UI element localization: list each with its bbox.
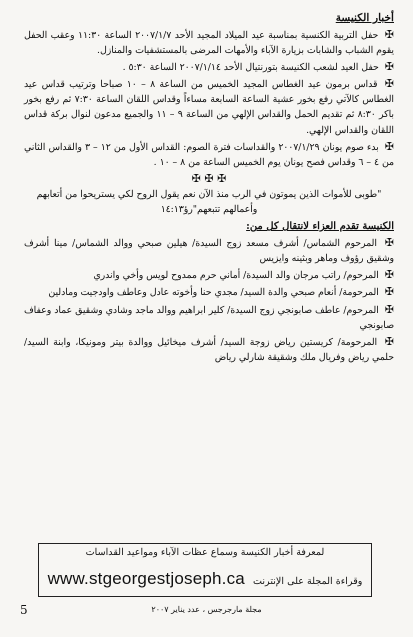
section-title: أخبار الكنيسة (335, 12, 394, 24)
condolence-text: المرحومة/ أنعام صبحي والدة السيد/ مجدي حنا وأخوته عادل وعاطف واودجيت ومادلين (48, 287, 379, 299)
condolence-item-2 (24, 268, 394, 283)
condolence-item-1 (24, 236, 394, 266)
condolence-text: المرحوم/ عاطف صابونجي زوج السيدة/ كلير ابراهيم ووالد ماجد وشادي وشقيق عماد وعفاف صابونجي (24, 304, 394, 331)
coptic-cross-icon: ✠ (384, 302, 394, 316)
cross-divider: ✠ ✠ ✠ (191, 171, 227, 185)
scripture-quote: "طوبى للأموات الذين يموتون في الرب منذ الآن نعم يقول الروح لكي يستريحوا من أتعابهم وأعمالهم تتبعهم"رؤ١٤:١٣ (36, 188, 382, 215)
coptic-cross-icon: ✠ (384, 334, 394, 348)
condolence-text: المرحوم/ راتب مرجان والد السيدة/ أماني حرم ممدوح لويس وأخي واندري (93, 270, 379, 282)
news-item-4 (24, 140, 394, 170)
condolence-text: المرحومة/ كريستين رياض زوجة السيد/ أشرف ميخائيل ووالدة بيتر ومونيكا، وابنة السيد/ حلمي رياض وفريال ملك وشقيقة شارلي رياض (24, 336, 394, 363)
coptic-cross-icon: ✠ (384, 236, 394, 250)
website-info-box (38, 543, 372, 597)
condolence-item-5 (24, 335, 394, 365)
page-number: 5 (20, 603, 28, 617)
news-text: قداس برمون عيد الغطاس المجيد الخميس من الساعة ٨ – ١٠ صباحا وترتيب قداس عيد الغطاس كالآتي رفع بخور عشية الساعة السابعة مساءاً وقداس اللقان الساعة ٧:٣٠ ثم رفع بخور باكر ٨:٣٠ ثم تقديم الحمل والقداس الإلهي من الساعة ٩ – ١١ والجميع مدعون لنوال بركة قداس اللقان والقداس الإلهي. (24, 79, 395, 136)
footer-magazine-title: مجلة مارجرجس ، عدد يناير ٢٠٠٧ (151, 605, 262, 614)
condolence-title: الكنيسة تقدم العزاء لانتقال كل من: (246, 221, 394, 233)
news-text: بدء صوم يونان ٢٠٠٧/١/٢٩ والقداسات فترة الصوم: القداس الأول من ١٢ – ٣ والقداس الثاني من ٤ – ٦ وقداس فصح يونان يوم الخميس الساعة من ٨ – ١٠ . (24, 141, 394, 168)
condolence-text: المرحوم الشماس/ أشرف مسعد زوج السيدة/ هيلين صبحي ووالد الشماس/ مينا أشرف وشقيق رؤوف وماهر وبثينه وايزيس (24, 238, 394, 265)
coptic-cross-icon: ✠ (384, 285, 394, 299)
coptic-cross-icon: ✠ (384, 28, 394, 41)
news-item-2 (24, 60, 394, 75)
website-info-line: لمعرفة أخبار الكنيسة وسماع عظات الآباء ومواعيد القداسات (85, 547, 325, 558)
coptic-cross-icon: ✠ (384, 77, 394, 91)
website-info-row (39, 569, 371, 589)
coptic-cross-icon: ✠ (384, 268, 394, 282)
website-url[interactable]: www.stgeorgestjoseph.ca (47, 569, 245, 588)
condolence-item-4 (24, 303, 394, 333)
page-content (24, 10, 394, 367)
page-footer (0, 603, 413, 631)
news-item-1 (24, 28, 394, 58)
website-read-online-text: وقراءة المجلة على الإنترنت (252, 576, 363, 587)
coptic-cross-icon: ✠ (384, 139, 394, 153)
news-item-3 (24, 77, 394, 137)
news-text: حفل العيد لشعب الكنيسة بتورنتيال الأحد ٢٠٠٧/١/١٤ الساعة ٥:٣٠ . (122, 62, 379, 74)
news-text: حفل التربية الكنسية بمناسبة عيد الميلاد المجيد الأحد ٢٠٠٧/١/٧ الساعة ١١:٣٠ وعقب الحفل يقوم الشباب والشابات بزيارة الآباء والأمهات المرضى بالمستشفيات والمنازل. (24, 30, 394, 57)
coptic-cross-icon: ✠ (384, 60, 394, 74)
condolence-item-3 (24, 285, 394, 300)
